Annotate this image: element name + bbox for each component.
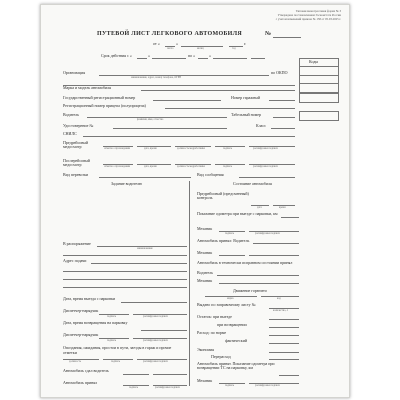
consumption-label: Расход: по норме <box>197 330 227 335</box>
from-label: от « <box>153 41 160 46</box>
codes-label: Коды <box>309 59 319 64</box>
fuel-issued-label: Выдано по заправочному листу № <box>197 302 256 307</box>
waybill-form-page: Типовая межотраслевая форма № 3 Утверждена постановлением Госкомстата России с учетом изменений приказа № 158 от 05.03.2025 г. ПУТЕВОЙ ЛИСТ ЛЕГКОВОГО АВТОМОБИЛЯ № от « » г. число месяц год Срок действия с « » по « » Коды Организация по ОКПО наименование, адрес, номер телефона, ОГРН Марка и модель автомобиля Государственный регистрационный номер Номер гаражный Регистрационный номер прицепа (полуприцепа) Водитель Табельный номер фамилия, имя, отчество Удостоверение № Класс СНИЛС Предрейсовый медосмотр отметка о прохождении дата, время должность медработника подпись расшифровка подписи Послерейсовый медосмотр отметка о прохождении дата, время должность медработника подпись расшифровка подписи Вид перевозки Вид сообщения Задание водителю Состояние автомобиля В распоряжение наименование Адрес подачи Дата, время выезда с парковки Диспетчер-нарядчик подпись расшифровка подписи Дата, время возвращения на парковку Диспетчер-нарядчик подпись расшифровка подписи Опоздания, ожидания, простои в пути, заезды в гараж и прочие отметки должность подпись расшифровка подписи Автомобиль сдал водитель Автомобиль принял подпись расшифровка подписи Предрейсовый (предсменный) контроль дата время Показание одометра при выезде с парковки, км Механик подпись расшифровка подписи Автомобиль принял: Водитель Механик Автомобиль в технически исправном состоянии принял Водитель Механик Движение горючего марка код Выдано по заправочному листу № количество, л Остаток: при выезде при возвращении Расход: по норме фактический Экономия Перерасход Автомобиль принят. Показание одометра при возвращении ТС на парковку, км Механик подпись расшифровка подписи <box>40 4 350 398</box>
return-label: Дата, время возвращения на парковку <box>63 320 128 325</box>
task-title: Задание водителю <box>111 181 143 186</box>
driver-accepted-label: Автомобиль принял: Водитель <box>197 238 250 243</box>
validity-label: Срок действия с « <box>101 53 132 58</box>
organization-label: Организация <box>63 70 86 75</box>
transport-kind-label: Вид перевозки <box>63 172 89 177</box>
delays-label: Опоздания, ожидания, простои в пути, заезды в гараж и прочие отметки <box>63 345 172 355</box>
okpo-label: по ОКПО <box>271 70 288 75</box>
form-reference-line2: Утверждена постановлением Госкомстата России <box>277 13 341 17</box>
pre-control-label: Предрейсовый (предсменный) контроль <box>197 191 249 201</box>
dispatcher-label: Диспетчер-нарядчик <box>63 308 99 313</box>
client-address-label: Адрес подачи <box>63 258 87 263</box>
mechanic2-label: Механик <box>197 250 213 255</box>
postmed-label: Послерейсовый медосмотр <box>63 158 90 168</box>
car-brand-label: Марка и модель автомобиля <box>63 85 111 90</box>
car-handed-label: Автомобиль сдал водитель <box>63 368 109 373</box>
gov-number-label: Государственный регистрационный номер <box>63 95 136 100</box>
ok-driver-label: Водитель <box>197 270 214 275</box>
snils-label: СНИЛС <box>63 131 77 136</box>
tab-number-label: Табельный номер <box>231 112 262 117</box>
odometer-out-label: Показание одометра при выезде с парковки, км <box>197 211 278 216</box>
driver-label: Водитель <box>63 112 80 117</box>
car-ok-label: Автомобиль в технически исправном состоянии принял <box>197 260 293 265</box>
economy-label: Экономия <box>197 347 214 352</box>
dispose-label: В распоряжение <box>63 241 91 246</box>
form-title: ПУТЕВОЙ ЛИСТ ЛЕГКОВОГО АВТОМОБИЛЯ <box>97 31 243 37</box>
fuel-title: Движение горючего <box>233 288 268 293</box>
ok-mechanic-label: Механик <box>197 278 213 283</box>
license-label: Удостоверение № <box>63 123 94 128</box>
actual-label: фактический <box>225 338 248 343</box>
mechanic4-label: Механик <box>197 378 213 383</box>
number-label: № <box>265 31 272 37</box>
overspend-label: Перерасход <box>211 354 231 359</box>
premed-label: Предрейсовый медосмотр <box>63 140 89 150</box>
form-reference-line1: Типовая межотраслевая форма № 3 <box>295 9 341 13</box>
mechanic-label: Механик <box>197 226 213 231</box>
dispatcher2-label: Диспетчер-нарядчик <box>63 332 99 337</box>
remains-in-label: при возвращении <box>217 322 247 327</box>
car-returned-label: Автомобиль принят. Показание одометра при возвращении ТС на парковку, км <box>197 361 275 371</box>
class-label: Класс <box>256 123 266 128</box>
car-accepted-label: Автомобиль принял <box>63 380 98 385</box>
garage-number-label: Номер гаражный <box>231 95 261 100</box>
state-title: Состояние автомобиля <box>233 181 272 186</box>
remains-out-label: Остаток: при выезде <box>197 314 232 319</box>
trip-out-label: Дата, время выезда с парковки <box>63 296 116 301</box>
form-reference-line3: с учетом изменений приказа № 158 от 05.03.2025 г. <box>275 17 341 21</box>
to-label: по « <box>188 53 196 58</box>
trailer-number-label: Регистрационный номер прицепа (полуприцепа) <box>63 103 146 108</box>
message-kind-label: Вид сообщения <box>197 172 224 177</box>
